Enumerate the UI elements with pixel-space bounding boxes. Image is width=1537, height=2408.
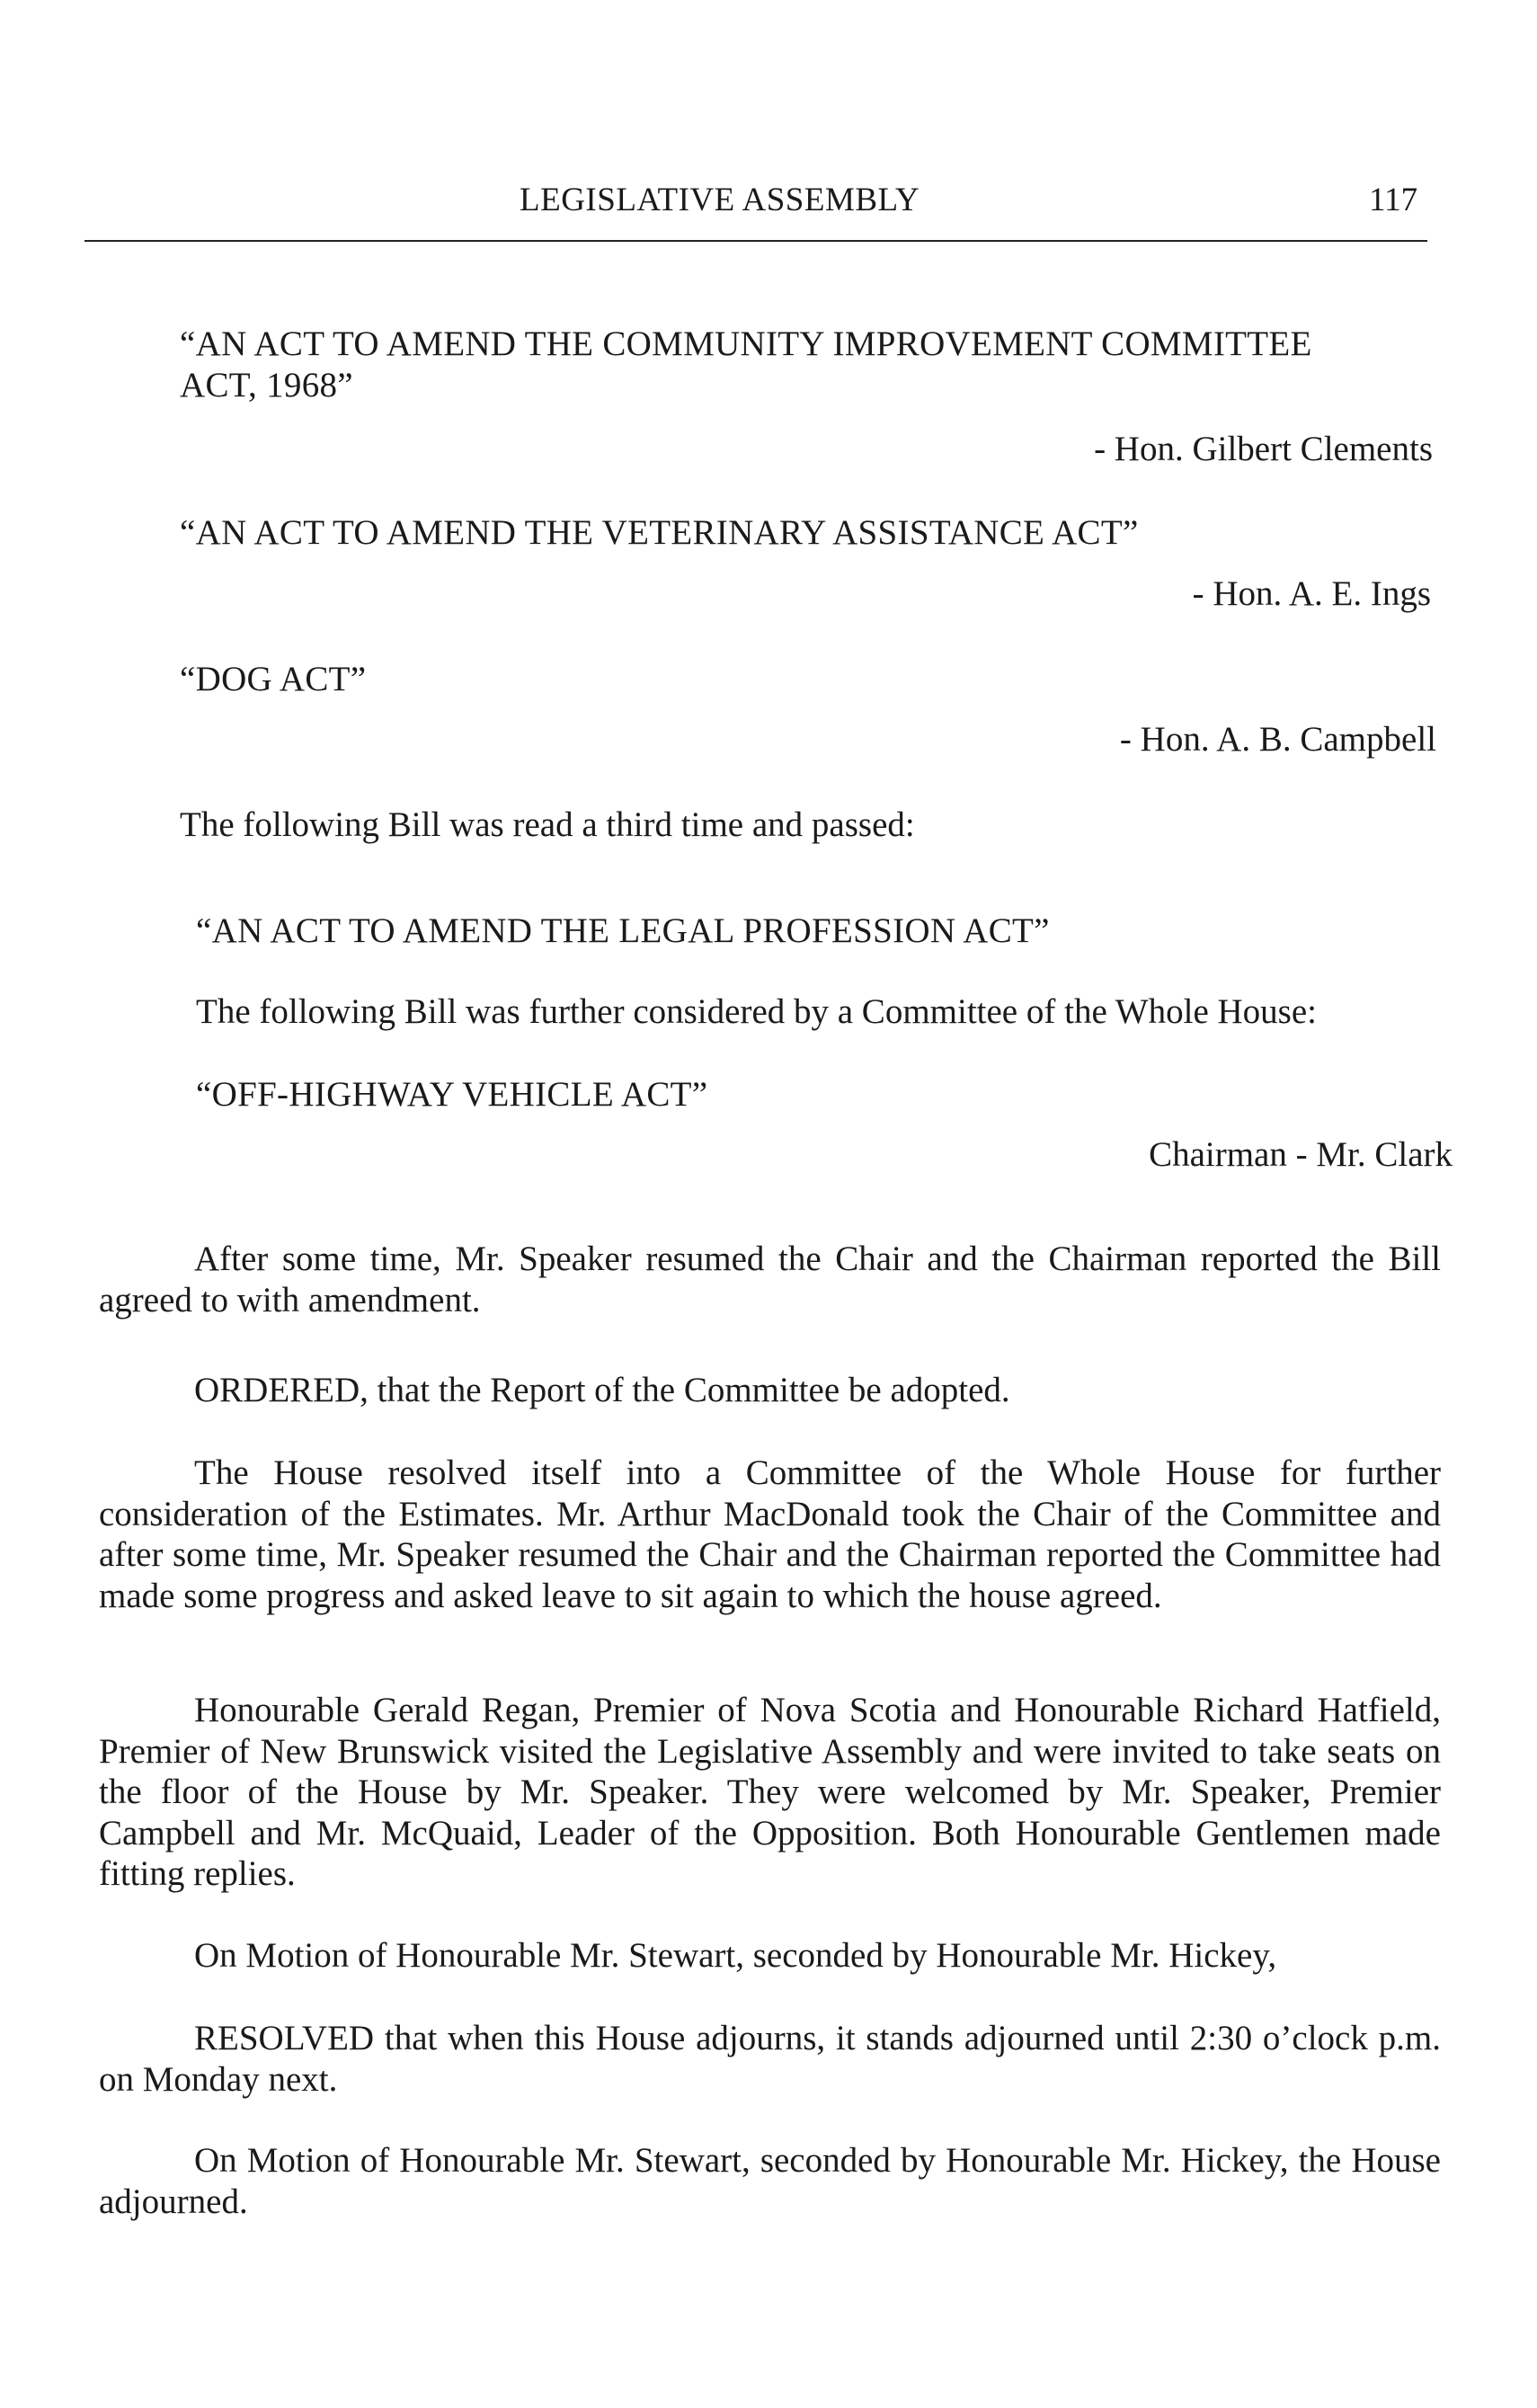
committee-chairman: Chairman - Mr. Clark <box>1149 1135 1453 1174</box>
bill-title-veterinary-assistance: “AN ACT TO AMEND THE VETERINARY ASSISTANCE ACT” <box>180 513 1139 552</box>
paragraph-resolved: RESOLVED that when this House adjourns, it stands adjourned until 2:30 o’clock p.m. on Monday next. <box>99 2019 1441 2099</box>
third-reading-intro: The following Bill was read a third time and passed: <box>180 805 915 844</box>
paragraph-ordered: ORDERED, that the Report of the Committee be adopted. <box>194 1371 1010 1409</box>
page-number: 117 <box>1369 182 1418 218</box>
running-header-title: LEGISLATIVE ASSEMBLY <box>520 182 920 218</box>
paragraph-premiers-visit: Honourable Gerald Regan, Premier of Nova Scotia and Honourable Richard Hatfield, Premier of New Brunswick visited the Legislative Assembly and were invited to take seats on the floor of the House by Mr. Speaker. They were welcomed by Mr. Speaker, Premier Campbell and Mr. McQuaid, Leader of the Opposition. Both Honourable Gentlemen made fitting replies. <box>99 1691 1441 1893</box>
bill-title-community-improvement-line2: ACT, 1968” <box>180 366 353 404</box>
paragraph-estimates: The House resolved itself into a Committee of the Whole House for further consideration of the Estimates. Mr. Arthur MacDonald took the Chair of the Committee and after some time, Mr. Speaker resumed the Chair and the Chairman reported the Committee had made some progress and asked leave to sit again to which the house agreed. <box>99 1453 1441 1615</box>
paragraph-motion-adjourned: On Motion of Honourable Mr. Stewart, seconded by Honourable Mr. Hickey, the House adjourned. <box>99 2141 1441 2221</box>
paragraph-motion-1: On Motion of Honourable Mr. Stewart, seconded by Honourable Mr. Hickey, <box>194 1936 1277 1975</box>
bill-sponsor-ings: - Hon. A. E. Ings <box>1192 574 1431 613</box>
bill-title-community-improvement-line1: “AN ACT TO AMEND THE COMMUNITY IMPROVEMENT COMMITTEE <box>180 324 1312 363</box>
header-rule <box>84 240 1427 242</box>
paragraph-speaker-resumed: After some time, Mr. Speaker resumed the Chair and the Chairman reported the Bill agreed to with amendment. <box>99 1240 1441 1320</box>
committee-intro: The following Bill was further considered by a Committee of the Whole House: <box>196 992 1317 1031</box>
bill-title-off-highway-vehicle: “OFF-HIGHWAY VEHICLE ACT” <box>196 1075 708 1114</box>
bill-sponsor-clements: - Hon. Gilbert Clements <box>1094 430 1433 468</box>
bill-sponsor-campbell: - Hon. A. B. Campbell <box>1119 720 1436 759</box>
bill-title-legal-profession: “AN ACT TO AMEND THE LEGAL PROFESSION ACT” <box>196 911 1050 950</box>
bill-title-dog-act: “DOG ACT” <box>180 660 367 698</box>
